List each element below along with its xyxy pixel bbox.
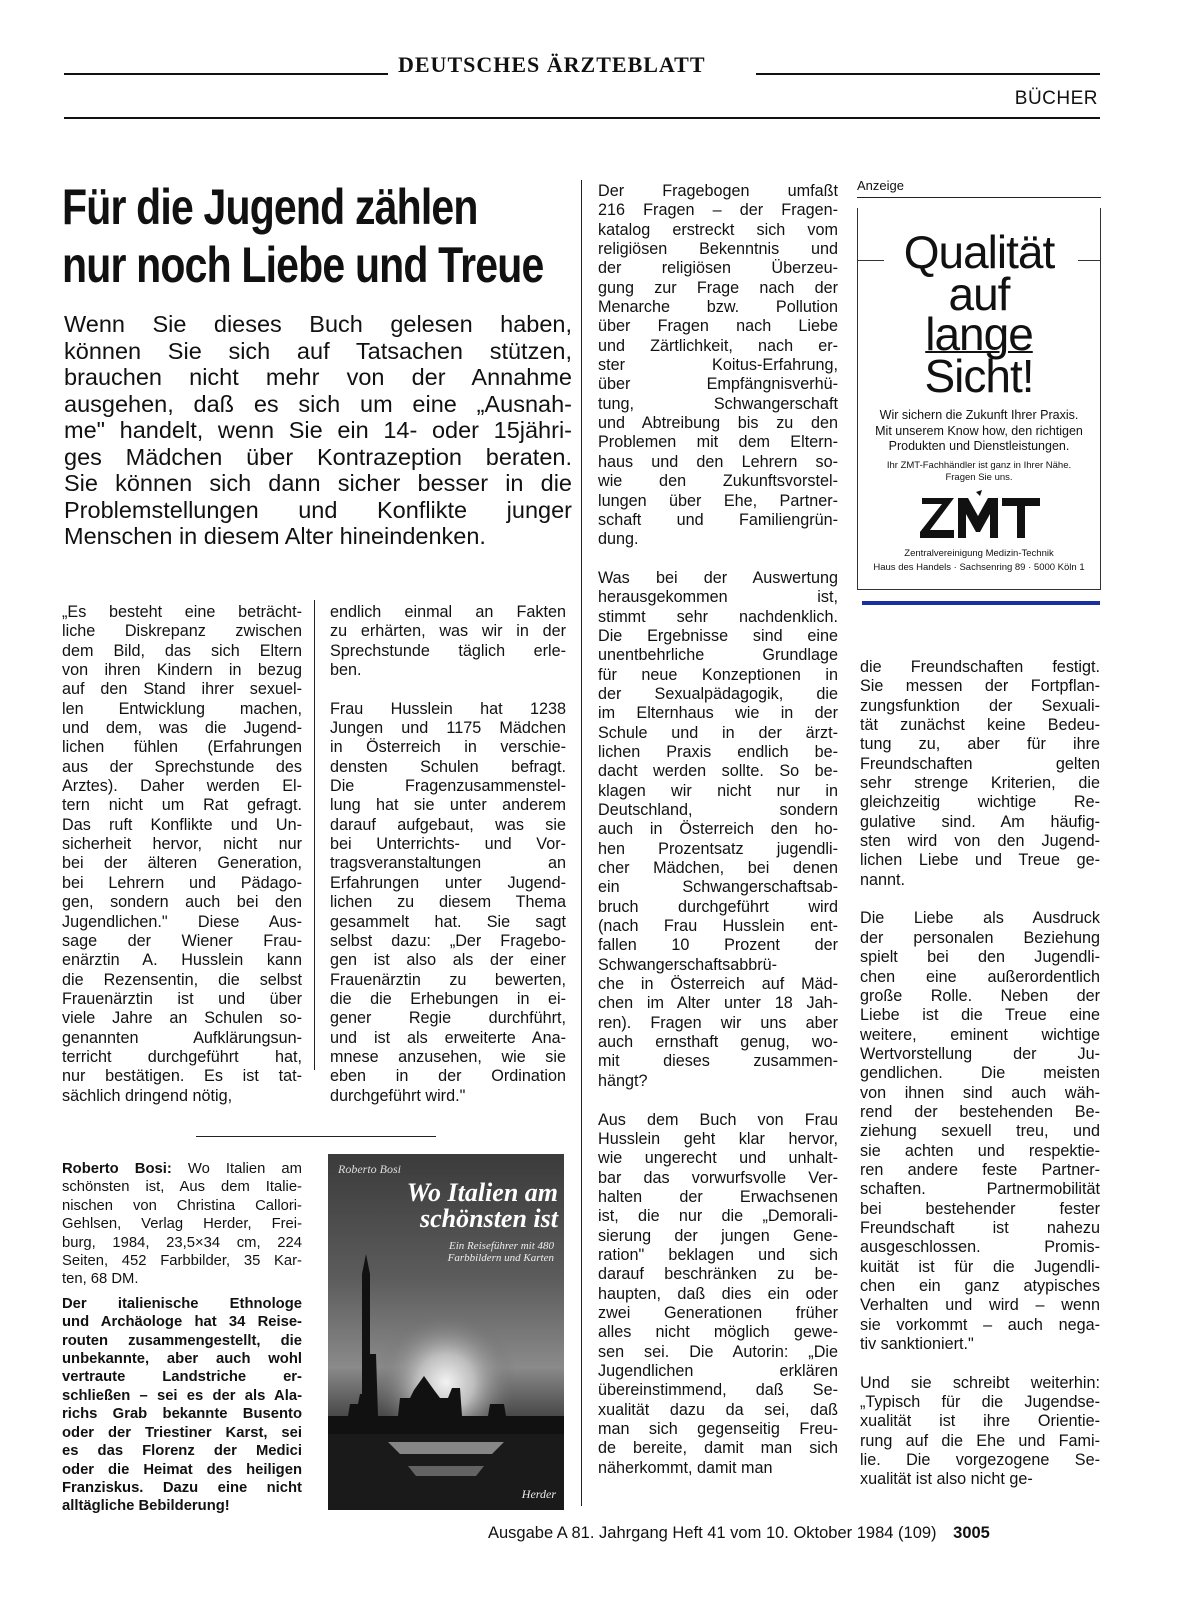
text-line: sie vorkommt – auch nega-	[860, 1315, 1100, 1334]
text-line: bei bestehender fester	[860, 1199, 1100, 1218]
text-line: aus der Sprechstunde des	[62, 757, 302, 776]
text-line: lungen über Ehe, Partner-	[598, 491, 838, 510]
text-line: gung zur Frage nach der	[598, 278, 838, 297]
text-line: ist, die nur die „Demorali-	[598, 1207, 838, 1226]
text-line: tern nicht um Rat gefragt.	[62, 796, 302, 815]
text-line: und dem, was die Jugend-	[62, 719, 302, 738]
text-line: alles nicht möglich gewe-	[598, 1323, 838, 1342]
text-line: von ihnen sind auch wäh-	[860, 1083, 1100, 1102]
text-line: xualität ist also nicht ge-	[860, 1470, 1033, 1489]
text-line: der Sexualpädagogik, die	[598, 684, 838, 703]
text-line: Jugendlichen." Diese Aus-	[62, 912, 302, 931]
text-line: xualität ist ihre Orientie-	[860, 1412, 1100, 1431]
book-blurb-line: routen zusammengestellt, die	[62, 1332, 302, 1349]
text-line: Freundschaften gelten	[860, 754, 1100, 773]
book-blurb-line: schließen – sei es der als Ala-	[62, 1387, 302, 1404]
text-line: che in Österreich auf Mäd-	[598, 975, 838, 994]
text-line: herausgekommen ist,	[598, 588, 838, 607]
text-line: mnese anzusehen, wie sie	[330, 1047, 566, 1066]
text-line: viele Jahre an Schulen so-	[62, 1009, 302, 1028]
text-line: katalog erstreckt sich vom	[598, 220, 838, 239]
text-line: Jugendlichen erklären	[598, 1361, 838, 1380]
text-line: de bereite, damit man sich	[598, 1439, 838, 1458]
text-line: tung zu, aber für ihre	[860, 735, 1100, 754]
text-line: sächlich dringend nötig,	[62, 1086, 233, 1105]
text-line: Aus dem Buch von Frau	[598, 1110, 838, 1129]
text-line: darauf aufgebaut, was sie	[330, 815, 566, 834]
article-headline	[62, 178, 544, 294]
text-line: ren). Fragen wir uns aber	[598, 1013, 838, 1032]
text-line: nur bestätigen. Es ist tat-	[62, 1067, 302, 1086]
ad-copy-line: Mit unserem Know how, den richtigen	[875, 423, 1083, 438]
text-line: darauf beschränken zu be-	[598, 1265, 838, 1284]
text-line: übereinstimmend, daß Se-	[598, 1381, 838, 1400]
text-line: liche Diskrepanz zwischen	[62, 622, 302, 641]
text-line: lichen Praxis endlich be-	[598, 742, 838, 761]
text-line: endlich einmal an Fakten	[330, 603, 566, 621]
text-line: sehr strenge Kriterien, die	[860, 774, 1100, 793]
text-line: ziehung sexuell treu, und	[860, 1122, 1100, 1141]
text-line: zwei Generationen früher	[598, 1303, 838, 1322]
headline-line: nur noch Liebe und Treue	[62, 237, 544, 293]
masthead-rule-left	[64, 73, 388, 75]
text-line: mit dieses zusammen-	[598, 1052, 838, 1071]
book-blurb-line: oder die Heimat des heiligen	[62, 1461, 302, 1478]
body-column-2	[330, 603, 566, 1106]
lead-line: ausgehen, daß es sich um eine „Ausnah-	[64, 390, 572, 417]
text-line: cher Mädchen, bei denen	[598, 859, 838, 878]
text-line: densten Schulen befragt.	[330, 757, 566, 776]
book-blurb-line: alltägliche Bebilderung!	[62, 1498, 230, 1515]
text-line: len Entwicklung machen,	[62, 699, 302, 718]
text-line: ausgeschlossen. Promis-	[860, 1238, 1100, 1257]
book-section-rule	[196, 1136, 436, 1137]
ad-copy	[858, 408, 1100, 455]
lead-line: Menschen in diesem Alter hineindenken.	[64, 523, 486, 549]
text-line: Erfahrungen unter Jugend-	[330, 873, 566, 892]
text-line: durchgeführt wird."	[330, 1086, 466, 1105]
text-line: enärztin A. Husslein kann	[62, 951, 302, 970]
book-review-line: schönsten ist, Aus dem Italie-	[62, 1179, 302, 1196]
book-author: Roberto Bosi:	[62, 1161, 172, 1177]
book-blurb-line: vertraute Landstriche er-	[62, 1369, 302, 1386]
section-label: BÜCHER	[1014, 88, 1098, 109]
book-review	[62, 1160, 302, 1516]
text-line: ein Schwangerschaftsab-	[598, 878, 838, 897]
text-line: sage der Wiener Frau-	[62, 931, 302, 950]
text-line: ben.	[330, 661, 362, 680]
column-divider	[314, 600, 315, 1070]
text-line: über Fragen nach Liebe	[598, 317, 838, 336]
ad-copy-line: Wir sichern die Zukunft Ihrer Praxis.	[879, 408, 1079, 422]
text-line: näherkommt, damit man	[598, 1458, 773, 1477]
text-line: Frauenärztin ist und über	[62, 989, 302, 1008]
masthead	[0, 44, 1178, 84]
text-line: zu erhärten, was wir in der	[330, 622, 566, 641]
text-line: nannt.	[860, 870, 906, 889]
text-line: stimmt sehr nachdenklich.	[598, 607, 838, 626]
book-review-line: Gehlsen, Verlag Herder, Frei-	[62, 1216, 302, 1233]
book-review-line	[62, 1160, 302, 1178]
text-line: ster Koitus-Erfahrung,	[598, 356, 838, 375]
text-line: fallen 10 Prozent der	[598, 936, 838, 955]
lead-line: können Sie sich auf Tatsachen stützen,	[64, 337, 572, 364]
text-line: gesammelt hat. Sie sagt	[330, 912, 566, 931]
ad-accent-bar	[862, 601, 1100, 605]
text-line: haus und den Lehrern so-	[598, 452, 838, 471]
text-line: lie. Die vorgezogene Se-	[860, 1451, 1100, 1470]
text-line: Freundschaft ist nahezu	[860, 1218, 1100, 1237]
book-review-line: nischen von Christina Callori-	[62, 1197, 302, 1214]
text-line: weitere, eminent wichtige	[860, 1025, 1100, 1044]
text-line: tät zunächst keine Bedeu-	[860, 716, 1100, 735]
ad-label: Anzeige	[857, 178, 904, 193]
text-line: religiösen Bekenntnis und	[598, 240, 838, 259]
text-line: große Rolle. Neben der	[860, 986, 1100, 1005]
ad-headline-line: auf	[948, 268, 1010, 320]
text-line: rung auf die Ehe und Fami-	[860, 1431, 1100, 1450]
text-line: man sich gegenseitig Freu-	[598, 1420, 838, 1438]
text-line: unentbehrliche Grundlage	[598, 646, 838, 665]
text-line: Die Fragenzusammenstel-	[330, 777, 566, 796]
text-line: Liebe ist die Treue eine	[860, 1006, 1100, 1025]
text-line: chen eine außerordentlich	[860, 967, 1100, 986]
advertisement	[857, 208, 1101, 590]
text-line: gener Regie durchführt,	[330, 1009, 566, 1028]
text-line: für neue Konzeptionen in	[598, 665, 838, 684]
text-line: kuität ist für die Jugendli-	[860, 1257, 1100, 1276]
text-line: sierung der jungen Gene-	[598, 1226, 838, 1245]
lead-line: Problemstellungen und Konflikte junger	[64, 496, 572, 523]
text-line: Verhalten und wird – wenn	[860, 1296, 1100, 1315]
text-line: Deutschland, sondern	[598, 801, 838, 819]
book-review-line: burg, 1984, 23,5×34 cm, 224	[62, 1234, 302, 1251]
lead-line: ges Mädchen über Kontrazeption beraten.	[64, 443, 572, 470]
text-line: und ist als erweiterte Ana-	[330, 1028, 566, 1047]
ad-headline-line: Sicht!	[924, 350, 1034, 402]
text-line: eben in der Ordination	[330, 1067, 566, 1086]
text-line: die Rezensentin, die selbst	[62, 970, 302, 989]
text-line: zungsfunktion der Sexuali-	[860, 696, 1100, 715]
text-line: lichen zu diesem Thema	[330, 893, 566, 912]
book-review-line: Seiten, 452 Farbbilder, 35 Kar-	[62, 1253, 302, 1270]
text-line: Sprechstunde täglich erle-	[330, 641, 566, 660]
text-line: bar das vorwurfsvolle Ver-	[598, 1168, 838, 1187]
ad-footer-line: Zentralvereinigung Medizin-Technik	[904, 548, 1054, 559]
paragraph-gap	[598, 1091, 838, 1110]
text-line: sicherheit hervor, nicht nur	[62, 835, 302, 854]
book-blurb-line: Der italienische Ethnologe	[62, 1295, 302, 1312]
book-blurb-line: oder der Triestiner Karst, sei	[62, 1424, 302, 1441]
text-line: sten wird von den Jugend-	[860, 832, 1100, 851]
book-blurb	[62, 1295, 302, 1516]
text-line: die die Erhebungen in ei-	[330, 989, 566, 1008]
text-line: Sie messen der Fortpflan-	[860, 677, 1100, 696]
cover-title: Wo Italien am schönsten ist	[406, 1178, 558, 1233]
text-line: „Typisch für die Jugendse-	[860, 1393, 1100, 1412]
book-blurb-line: und Archäologe hat 34 Reise-	[62, 1314, 302, 1331]
ad-copy-line: Produkten und Dienstleistungen.	[888, 439, 1070, 453]
text-line: lichen fühlen (Erfahrungen	[62, 738, 302, 757]
text-line: und Zärtlichkeit, nach er-	[598, 336, 838, 355]
text-line: (nach Frau Husslein ent-	[598, 917, 838, 936]
text-line: Und sie schreibt weiterhin:	[860, 1373, 1100, 1392]
ad-copy-small	[858, 460, 1100, 484]
book-review-line: ten, 68 DM.	[62, 1271, 139, 1288]
text-line: gen ist also als der einer	[330, 951, 566, 970]
text-line: haupten, daß dies ein oder	[598, 1284, 838, 1303]
ad-top-rule	[857, 197, 1101, 198]
text-line: chen ein ganz atypisches	[860, 1277, 1100, 1295]
text-line: Menarche bzw. Pollution	[598, 298, 838, 317]
ad-footer-line: Haus des Handels · Sachsenring 89 · 5000 Köln 1	[873, 562, 1085, 573]
text-line: gendlichen. Die meisten	[860, 1064, 1100, 1083]
text-line: genannten Aufklärungsun-	[62, 1028, 302, 1047]
text-line: Problemen mit dem Eltern-	[598, 433, 838, 452]
text-line: Frauenärztin zu bewerten,	[330, 970, 566, 989]
text-line: tragsveranstaltungen an	[330, 854, 566, 873]
issue-info: Ausgabe A 81. Jahrgang Heft 41 vom 10. Oktober 1984 (109)	[488, 1524, 937, 1542]
text-line: die Freundschaften festigt.	[860, 658, 1100, 676]
text-line: „Es besteht eine beträcht-	[62, 603, 302, 621]
paragraph-gap	[598, 550, 838, 569]
text-line: der religiösen Überzeu-	[598, 259, 838, 278]
text-line: ren andere feste Partner-	[860, 1160, 1100, 1179]
text-line: Schule und in der ärzt-	[598, 723, 838, 742]
text-line: dacht werden sollte. So be-	[598, 762, 838, 781]
text-line: auch ernsthaft genug, wo-	[598, 1033, 838, 1052]
section-rule	[64, 117, 1100, 119]
text-line: der personalen Beziehung	[860, 928, 1100, 947]
book-blurb-line: richs Grab bekannte Busento	[62, 1406, 302, 1423]
text-line: wie ungerecht und unhalt-	[598, 1149, 838, 1168]
book-blurb-line: es das Florenz der Medici	[62, 1443, 302, 1460]
text-line: 216 Fragen – der Fragen-	[598, 201, 838, 220]
cover-publisher: Herder	[521, 1487, 556, 1501]
text-line: in Österreich in verschie-	[330, 738, 566, 757]
cover-subtitle: Ein Reiseführer mit 480 Farbbildern und Karten	[447, 1240, 554, 1264]
text-line: klagen wir nicht nur in	[598, 781, 838, 800]
ad-copy-line: Fragen Sie uns.	[945, 472, 1013, 483]
body-column-4	[860, 658, 1100, 1490]
text-line: rend der bestehenden Be-	[860, 1102, 1100, 1121]
lead-line: me" handelt, wenn Sie ein 14- oder 15jähri-	[64, 417, 572, 443]
text-line: Was bei der Auswertung	[598, 568, 838, 587]
text-line: gleichzeitig wichtige Re-	[860, 793, 1100, 812]
text-line: sie achten und respektie-	[860, 1141, 1100, 1160]
paragraph-gap	[330, 680, 566, 699]
book-review-text: Wo Italien am	[171, 1161, 302, 1177]
text-line: Schwangerschaftsabbrü-	[598, 955, 778, 974]
text-line: bruch durchgeführt wird	[598, 897, 838, 916]
text-line: lung hat sie unter anderem	[330, 796, 566, 815]
text-line: gulative sind. Am häufig-	[860, 812, 1100, 831]
text-line: selbst dazu: „Der Fragebo-	[330, 931, 566, 950]
text-line: Husslein geht klar hervor,	[598, 1129, 838, 1148]
text-line: sen sei. Die Autorin: „Die	[598, 1342, 838, 1361]
zmt-logo-icon	[918, 490, 1042, 540]
text-line: schaften. Partnermobilität	[860, 1180, 1100, 1199]
text-line: bei Lehrern und Pädago-	[62, 873, 302, 892]
body-column-1	[62, 603, 302, 1106]
text-line: Frau Husslein hat 1238	[330, 699, 566, 718]
book-cover-image	[328, 1154, 564, 1510]
text-line: Die Liebe als Ausdruck	[860, 909, 1100, 928]
text-line: über Empfängnisverhü-	[598, 375, 838, 394]
text-line: Das ruft Konflikte und Un-	[62, 815, 302, 834]
text-line: dem Bild, das sich Eltern	[62, 641, 302, 660]
article-lead	[64, 311, 572, 550]
text-line: dung.	[598, 530, 639, 549]
masthead-rule-right	[756, 73, 1100, 75]
text-line: Der Fragebogen umfaßt	[598, 182, 838, 200]
page-number: 3005	[953, 1524, 990, 1542]
text-line: Die Ergebnisse sind eine	[598, 626, 838, 645]
text-line: schaft und Familiengrün-	[598, 510, 838, 529]
text-line: hängt?	[598, 1071, 648, 1090]
book-blurb-line: Franziskus. Dazu eine nicht	[62, 1479, 302, 1496]
lead-line: brauchen nicht mehr von der Annahme	[64, 364, 572, 390]
headline-line: Für die Jugend zählen	[62, 179, 478, 235]
page-footer	[488, 1524, 990, 1543]
text-line: bei der älteren Generation,	[62, 854, 302, 873]
body-column-3	[598, 182, 838, 1478]
text-line: spielt bei den Jugendli-	[860, 948, 1100, 967]
text-line: und Abtreibung bis zu den	[598, 414, 838, 433]
text-line: Jungen und 1175 Mädchen	[330, 719, 566, 738]
text-line: hen Prozentsatz jugendli-	[598, 839, 838, 858]
text-line: tiv sanktioniert."	[860, 1335, 974, 1354]
text-line: lichen Liebe und Treue ge-	[860, 851, 1100, 870]
column-divider	[581, 180, 582, 1506]
lead-line: Sie können sich dann sicher besser in die	[64, 470, 572, 496]
text-line: Wertvorstellung der Ju-	[860, 1044, 1100, 1063]
ad-headline-line: lange	[925, 308, 1033, 360]
text-line: wie den Zukunftsvorstel-	[598, 472, 838, 491]
cover-author: Roberto Bosi	[338, 1162, 401, 1176]
lead-line: Wenn Sie dieses Buch gelesen haben,	[64, 311, 572, 337]
text-line: auch in Österreich den ho-	[598, 820, 838, 839]
text-line: xualität dazu da sei, daß	[598, 1400, 838, 1419]
text-line: gen, sondern auch bei den	[62, 893, 302, 912]
text-line: auf den Stand ihrer sexuel-	[62, 680, 302, 699]
text-line: terricht durchgeführt hat,	[62, 1047, 302, 1066]
book-blurb-line: unbekannte, aber auch wohl	[62, 1351, 302, 1368]
journal-title: DEUTSCHES ÄRZTEBLATT	[398, 52, 706, 77]
text-line: bei Unterrichts- und Vor-	[330, 835, 566, 854]
text-line: ration" beklagen und sich	[598, 1245, 838, 1264]
text-line: tung, Schwangerschaft	[598, 394, 838, 413]
text-line: von ihren Kindern in bezug	[62, 661, 302, 680]
text-line: chen im Alter unter 18 Jah-	[598, 994, 838, 1013]
paragraph-gap	[860, 1354, 1100, 1373]
paragraph-gap	[860, 890, 1100, 909]
text-line: Arztes). Daher werden El-	[62, 777, 302, 796]
ad-headline-line: Qualität	[903, 226, 1055, 278]
ad-copy-line: Ihr ZMT-Fachhändler ist ganz in Ihrer Nähe.	[886, 460, 1072, 471]
text-line: halten der Erwachsenen	[598, 1187, 838, 1206]
text-line: im Elternhaus wie in der	[598, 704, 838, 723]
